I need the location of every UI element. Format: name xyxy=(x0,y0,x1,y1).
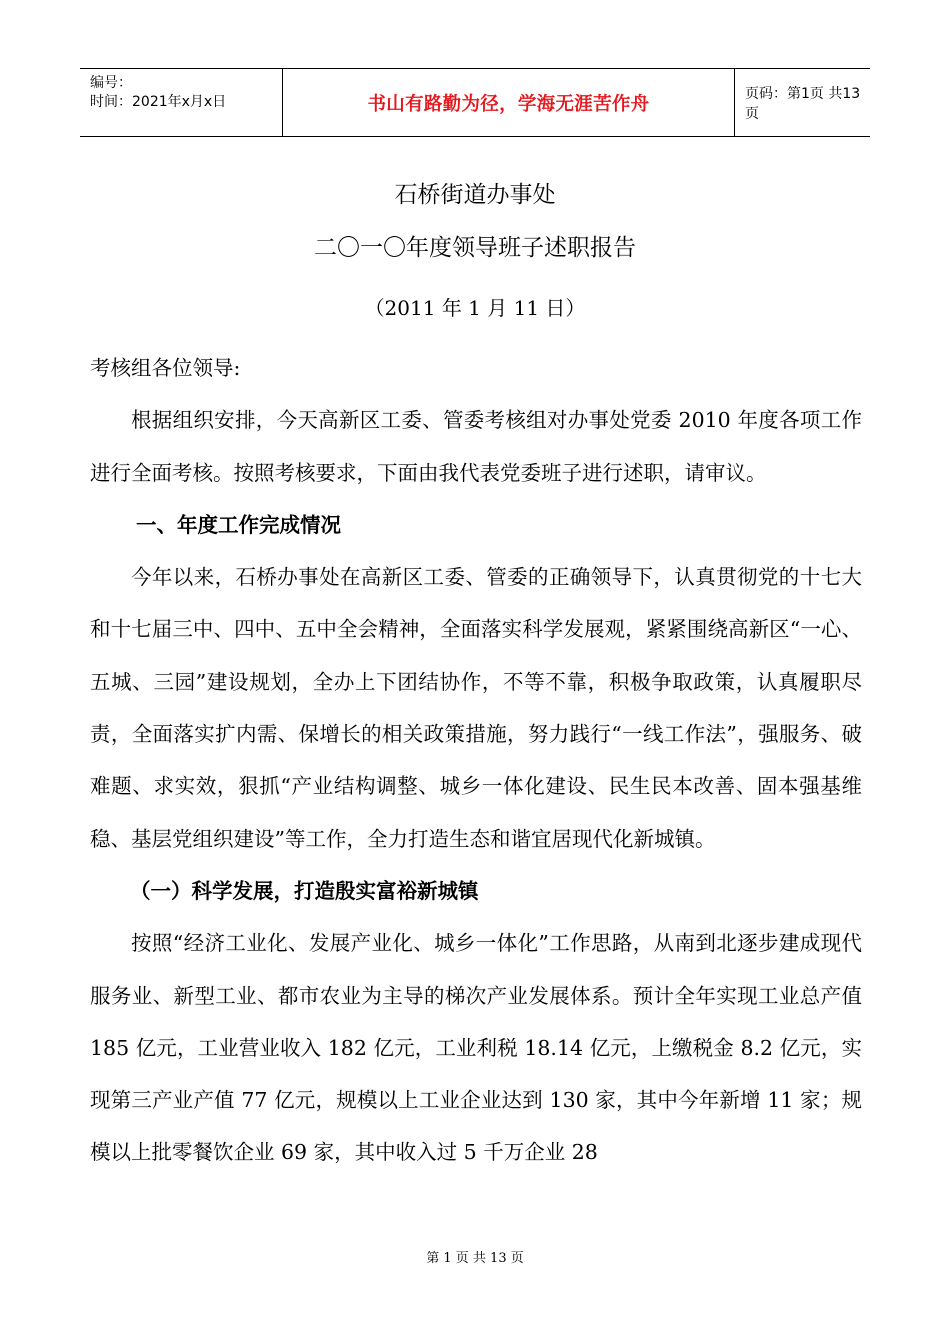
doc-date: （2011 年 1 月 11 日） xyxy=(364,296,586,320)
doc-title-line2: 二〇一〇年度领导班子述职报告 xyxy=(314,235,636,261)
section-heading-1: 一、年度工作完成情况 xyxy=(136,512,341,537)
page-footer: 第 1 页 共 13 页 xyxy=(426,1251,524,1266)
salutation: 考核组各位领导: xyxy=(90,356,241,380)
section-heading-2: （一）科学发展，打造殷实富裕新城镇 xyxy=(130,878,479,903)
header-motto-cell xyxy=(283,69,735,136)
motto-text: 书山有路勤为径，学海无涯苦作舟 xyxy=(367,93,650,115)
doc-body xyxy=(90,342,862,1179)
paragraph-intro: 根据组织安排，今天高新区工委、管委考核组对办事处党委 2010 年度各项工作进行全面考核。按照考核要求，下面由我代表党委班子进行述职，请审议。 xyxy=(90,408,862,485)
header-table xyxy=(80,68,870,137)
header-page-cell xyxy=(735,69,870,136)
page-info: 页码：第1页 共13页 xyxy=(745,85,861,122)
header-meta-cell xyxy=(80,69,283,136)
number-label: 编号： xyxy=(90,75,132,91)
doc-title-line1: 石桥街道办事处 xyxy=(394,182,556,208)
paragraph-overview: 今年以来，石桥办事处在高新区工委、管委的正确领导下，认真贯彻党的十七大和十七届三中、四中、五中全会精神，全面落实科学发展观，紧紧围绕高新区“一心、五城、三园”建设规划，全办上下团结协作，不等不靠，积极争取政策，认真履职尽责，全面落实扩内需、保增长的相关政策措施，努力践行“一线工作法”，强服务、破难题、求实效，狠抓“产业结构调整、城乡一体化建设、民生民本改善、固本强基维稳、基层党组织建设”等工作，全力打造生态和谐宜居现代化新城镇。 xyxy=(90,565,862,851)
paragraph-economy: 按照“经济工业化、发展产业化、城乡一体化”工作思路，从南到北逐步建成现代服务业、新型工业、都市农业为主导的梯次产业发展体系。预计全年实现工业总产值 185 亿元，工业营业收入 182 亿元，工业利税 18.14 亿元，上缴税金 8.2 亿元，实现第三产业产值 77 亿元，规模以上工业企业达到 130 家，其中今年新增 11 家；规模以上批零餐饮企业 69 家，其中收入过 5 千万企业 28 xyxy=(90,931,862,1165)
time-label: 时间：2021年x月x日 xyxy=(90,94,227,110)
